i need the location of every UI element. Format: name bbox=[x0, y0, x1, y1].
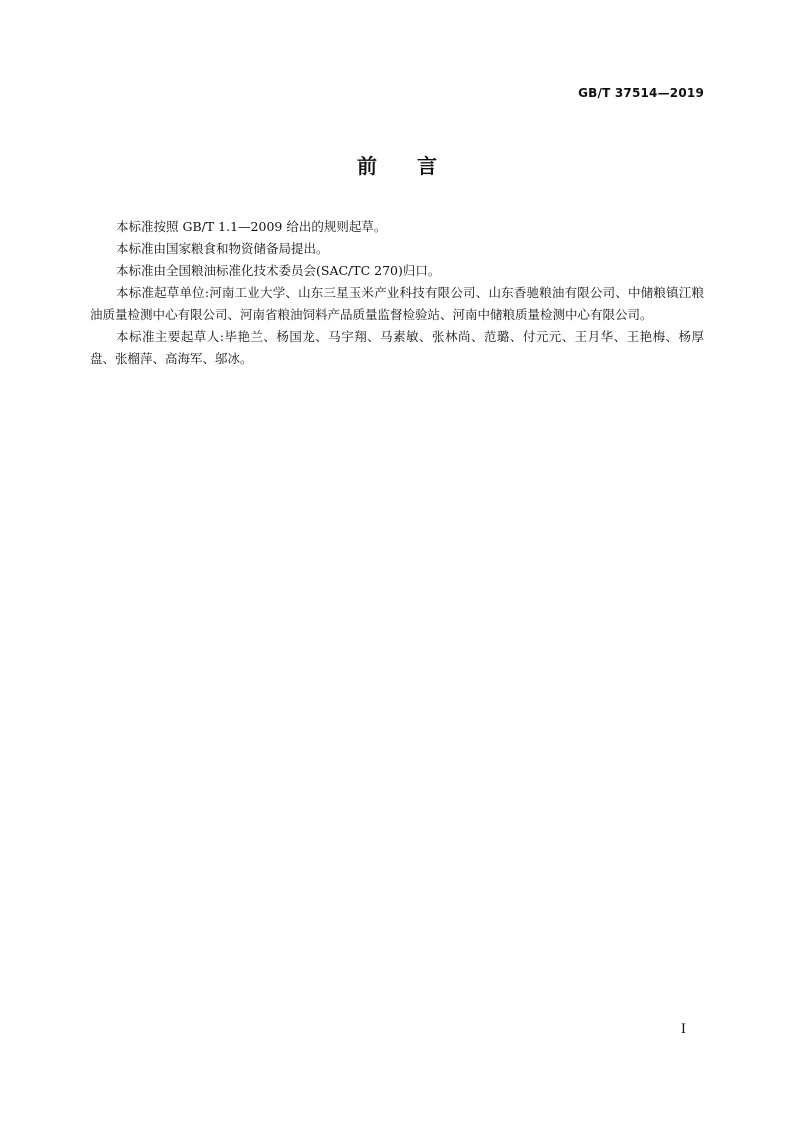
page-title: 前言 bbox=[357, 154, 477, 178]
paragraph-drafting-rules: 本标准按照 GB/T 1.1—2009 给出的规则起草。 bbox=[116, 219, 387, 234]
paragraph-drafting-units: 本标准起草单位:河南工业大学、山东三星玉米产业科技有限公司、山东香驰粮油有限公司、中储粮镇江粮油质量检测中心有限公司、河南省粮油饲料产品质量监督检验站、河南中储粮质量检测中心有限公司。 bbox=[90, 285, 704, 322]
paragraph-proposer: 本标准由国家粮食和物资储备局提出。 bbox=[116, 241, 329, 256]
document-body bbox=[90, 216, 704, 370]
page-number: I bbox=[680, 1022, 686, 1037]
paragraph-drafters: 本标准主要起草人:毕艳兰、杨国龙、马宇翔、马素敏、张林尚、范璐、付元元、王月华、王艳梅、杨厚盘、张榴萍、高海军、邬冰。 bbox=[90, 329, 704, 366]
paragraph-technical-committee: 本标准由全国粮油标准化技术委员会(SAC/TC 270)归口。 bbox=[116, 263, 441, 278]
standard-code: GB/T 37514—2019 bbox=[578, 86, 704, 100]
